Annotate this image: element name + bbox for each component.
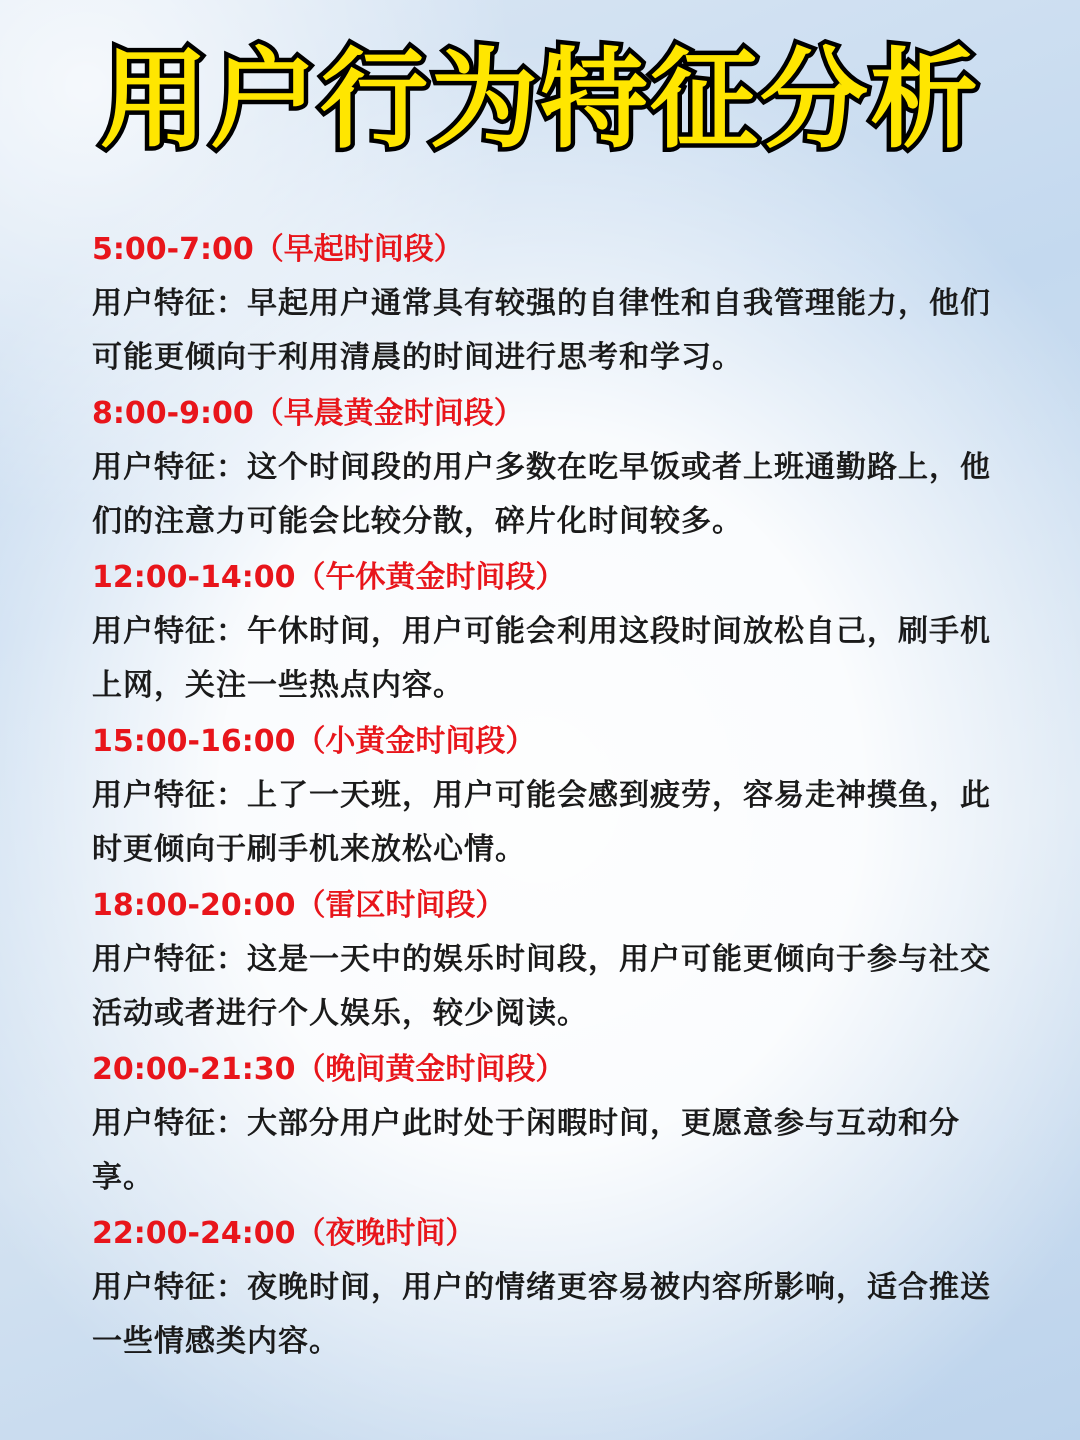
time-section [92,878,1017,1041]
time-heading: 22:00-24:00（夜晚时间） [92,1216,476,1251]
time-heading: 5:00-7:00（早起时间段） [92,232,464,267]
user-characteristic-text: 用户特征：早起用户通常具有较强的自律性和自我管理能力，他们可能更倾向于利用清晨的时间进行思考和学习。 [92,286,991,375]
time-section [92,1206,1017,1369]
user-characteristic-text: 用户特征：夜晚时间，用户的情绪更容易被内容所影响，适合推送一些情感类内容。 [92,1270,991,1359]
user-characteristic-text: 用户特征：上了一天班，用户可能会感到疲劳，容易走神摸鱼，此时更倾向于刷手机来放松心情。 [92,778,991,867]
time-heading: 12:00-14:00（午休黄金时间段） [92,560,566,595]
time-section [92,222,1017,385]
page-title: 用户行为特征分析 [99,38,980,163]
time-section [92,550,1017,713]
user-characteristic-text: 用户特征：大部分用户此时处于闲暇时间，更愿意参与互动和分享。 [92,1106,960,1195]
time-heading: 18:00-20:00（雷区时间段） [92,888,506,923]
time-heading: 15:00-16:00（小黄金时间段） [92,724,536,759]
time-heading: 20:00-21:30（晚间黄金时间段） [92,1052,566,1087]
content-list [92,222,1017,1370]
user-characteristic-text: 用户特征：午休时间，用户可能会利用这段时间放松自己，刷手机上网，关注一些热点内容。 [92,614,991,703]
time-section [92,386,1017,549]
time-section [92,714,1017,877]
user-characteristic-text: 用户特征：这个时间段的用户多数在吃早饭或者上班通勤路上，他们的注意力可能会比较分散，碎片化时间较多。 [92,450,991,539]
time-heading: 8:00-9:00（早晨黄金时间段） [92,396,524,431]
user-characteristic-text: 用户特征：这是一天中的娱乐时间段，用户可能更倾向于参与社交活动或者进行个人娱乐，较少阅读。 [92,942,991,1031]
time-section [92,1042,1017,1205]
